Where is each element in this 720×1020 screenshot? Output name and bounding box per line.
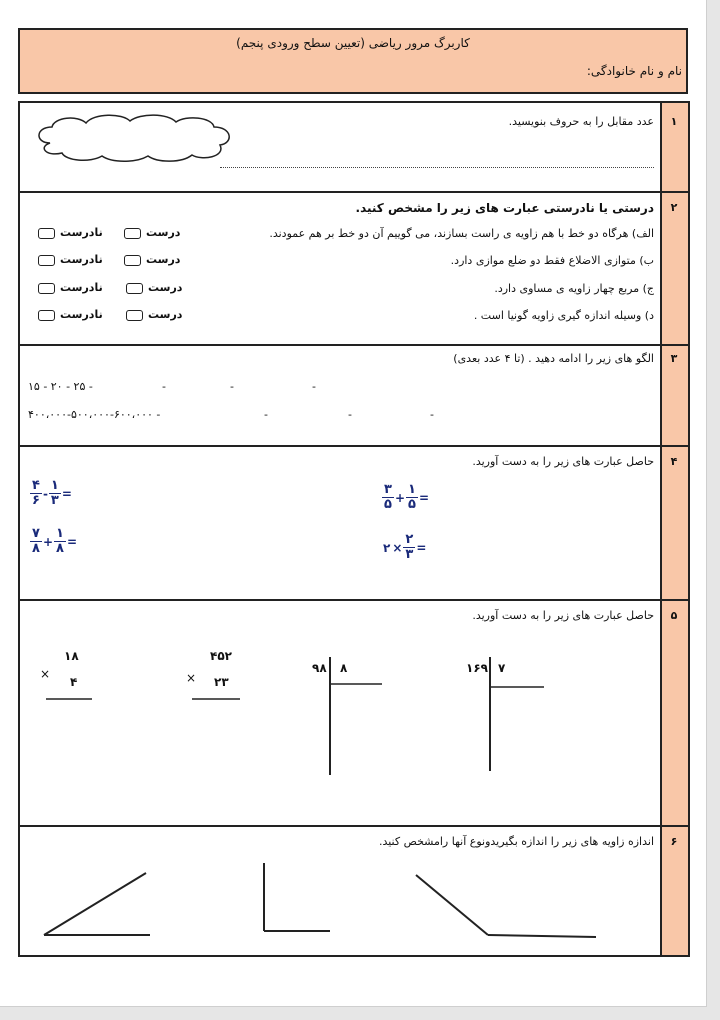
question-number: ۳: [670, 352, 678, 365]
question-text: الگو های زیر را ادامه دهید . (تا ۴ عدد بعدی): [453, 352, 654, 365]
false-checkbox[interactable]: [38, 228, 55, 239]
numerator: ۴: [32, 478, 40, 493]
false-label: نادرست: [60, 226, 103, 239]
equals-sign: =: [416, 540, 427, 555]
divisor: ۷: [498, 661, 506, 675]
operator: -: [42, 486, 48, 501]
false-option[interactable]: [38, 226, 103, 239]
cloud-shape: [30, 113, 240, 163]
denominator: ۵: [384, 497, 392, 512]
multiplicand: ۴۵۲: [210, 649, 232, 663]
statement-a: الف) هرگاه دو خط با هم زاویه ی راست بسازند، می گوییم آن دو خط بر هم عمودند.: [269, 227, 654, 240]
worksheet-title: کاربرگ مرور ریاضی (تعیین سطح ورودی پنجم): [236, 36, 470, 50]
numerator: ۲: [405, 532, 414, 547]
fraction-expression-3: [382, 483, 430, 512]
false-option[interactable]: [38, 253, 103, 266]
right-angle: [264, 863, 330, 931]
blank-dash[interactable]: -: [312, 380, 316, 393]
true-option[interactable]: [126, 281, 182, 294]
obtuse-angle: [416, 875, 596, 937]
fraction-expression-4: [382, 533, 427, 562]
question-text: حاصل عبارت های زیر را به دست آورید.: [472, 455, 654, 468]
true-checkbox[interactable]: [126, 283, 143, 294]
numerator: ۳: [384, 482, 392, 497]
equals-sign: =: [61, 486, 72, 501]
true-option[interactable]: [124, 253, 180, 266]
fraction-expression-2: [30, 527, 78, 556]
acute-angle: [44, 873, 150, 935]
question-text: اندازه زاویه های زیر را اندازه بگیریدونوع آنها رامشخص کنید.: [378, 835, 654, 848]
false-option[interactable]: [38, 308, 103, 321]
true-checkbox[interactable]: [124, 228, 141, 239]
false-checkbox[interactable]: [38, 255, 55, 266]
multiplier: ۲۳: [214, 675, 229, 689]
question-1: [20, 103, 688, 191]
multiply-sign: ×: [40, 667, 51, 681]
true-option[interactable]: [124, 226, 180, 239]
whole-number: ۲: [383, 540, 391, 555]
number-pattern-2: ۴۰۰،۰۰۰-۵۰۰،۰۰۰-۶۰۰،۰۰۰ -: [28, 408, 161, 421]
operator: +: [42, 534, 53, 549]
numerator: ۱: [50, 478, 59, 493]
questions-table: [18, 101, 690, 957]
question-2: [20, 191, 688, 344]
question-number: ۵: [670, 609, 678, 622]
equals-sign: =: [66, 534, 77, 549]
blank-dash[interactable]: -: [430, 408, 434, 421]
question-text: حاصل عبارت های زیر را به دست آورید.: [472, 609, 654, 622]
statement-c: ج) مربع چهار زاویه ی مساوی دارد.: [494, 282, 654, 295]
question-6: [20, 825, 688, 957]
operator: +: [394, 490, 405, 505]
blank-dash[interactable]: -: [264, 408, 268, 421]
question-number: ۱: [670, 115, 678, 128]
false-label: نادرست: [60, 281, 103, 294]
question-4: [20, 445, 688, 599]
multiplier: ۴: [70, 675, 78, 689]
numerator: ۱: [408, 482, 416, 497]
denominator: ۸: [32, 541, 40, 556]
student-name-label: نام و نام خانوادگی:: [586, 64, 682, 78]
numerator: ۷: [32, 526, 40, 541]
operator: ×: [392, 540, 403, 555]
numerator: ۱: [56, 526, 64, 541]
blank-dash[interactable]: -: [230, 380, 234, 393]
denominator: ۵: [408, 497, 416, 512]
statement-b: ب) متوازی الاضلاع فقط دو ضلع موازی دارد.: [450, 254, 654, 267]
worksheet-header: [18, 28, 688, 94]
dividend: ۹۸: [312, 661, 327, 675]
number-pattern-1: ۱۵ - ۲۰ - ۲۵ -: [28, 380, 93, 393]
denominator: ۳: [405, 547, 414, 562]
false-checkbox[interactable]: [38, 310, 55, 321]
true-option[interactable]: [126, 308, 182, 321]
question-number: ۶: [670, 835, 678, 848]
false-label: نادرست: [60, 308, 103, 321]
false-checkbox[interactable]: [38, 283, 55, 294]
calculation-lines: [20, 599, 660, 825]
question-3: [20, 344, 688, 445]
fraction-expression-1: [30, 479, 73, 508]
multiplicand: ۱۸: [64, 649, 79, 663]
true-checkbox[interactable]: [126, 310, 143, 321]
true-label: درست: [146, 253, 181, 266]
blank-dash[interactable]: -: [162, 380, 166, 393]
divisor: ۸: [340, 661, 348, 675]
angle-figures: [20, 825, 660, 957]
question-number: ۴: [670, 455, 678, 468]
dividend: ۱۶۹: [466, 661, 488, 675]
question-number: ۲: [670, 201, 678, 214]
multiply-sign: ×: [186, 671, 197, 685]
denominator: ۶: [32, 493, 40, 508]
statement-d: د) وسیله اندازه گیری زاویه گونیا است .: [473, 309, 654, 322]
question-title: درستی یا نادرستی عبارت های زیر را مشخص کنید.: [355, 201, 654, 215]
true-checkbox[interactable]: [124, 255, 141, 266]
equals-sign: =: [418, 490, 429, 505]
true-label: درست: [148, 308, 183, 321]
question-text: عدد مقابل را به حروف بنویسید.: [508, 115, 654, 128]
false-option[interactable]: [38, 281, 103, 294]
question-5: [20, 599, 688, 825]
denominator: ۳: [50, 493, 59, 508]
true-label: درست: [148, 281, 183, 294]
true-label: درست: [146, 226, 181, 239]
denominator: ۸: [56, 541, 64, 556]
blank-dash[interactable]: -: [348, 408, 352, 421]
false-label: نادرست: [60, 253, 103, 266]
answer-line[interactable]: [220, 167, 654, 168]
